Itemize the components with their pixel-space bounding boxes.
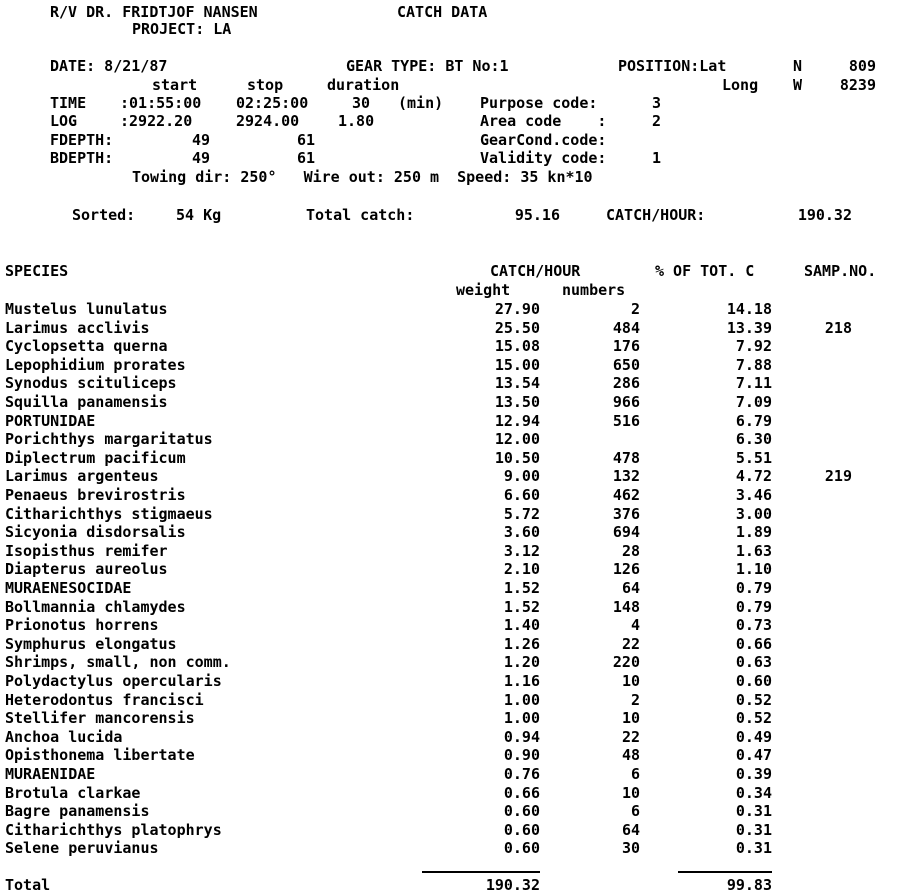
species-name: Penaeus brevirostris: [5, 486, 186, 504]
species-name: Porichthys margaritatus: [5, 430, 213, 448]
numbers-value: 2: [630, 300, 640, 318]
catch-per-hour-value: 190.32: [797, 206, 852, 224]
bdepth-label: BDEPTH:: [50, 149, 114, 167]
numbers-value: 220: [612, 653, 640, 671]
percent-total-rule: [678, 871, 772, 873]
sample-number-value: 219: [824, 467, 852, 485]
species-name: Sicyonia disdorsalis: [5, 523, 186, 541]
time-duration: 30: [352, 94, 371, 112]
total-percent: 99.83: [726, 876, 772, 894]
weight-value: 0.90: [503, 746, 540, 764]
percent-value: 7.09: [735, 393, 772, 411]
log-label: LOG: [50, 112, 78, 130]
numbers-value: 484: [612, 319, 640, 337]
species-name: Stellifer mancorensis: [5, 709, 195, 727]
percent-value: 0.52: [735, 709, 772, 727]
numbers-value: 148: [612, 598, 640, 616]
numbers-value: 516: [612, 412, 640, 430]
numbers-value: 376: [612, 505, 640, 523]
numbers-value: 286: [612, 374, 640, 392]
weight-value: 1.16: [503, 672, 540, 690]
species-name: Diapterus aureolus: [5, 560, 168, 578]
numbers-value: 22: [621, 728, 640, 746]
percent-value: 0.31: [735, 802, 772, 820]
species-name: Citharichthys platophrys: [5, 821, 222, 839]
numbers-value: 176: [612, 337, 640, 355]
percent-value: 0.79: [735, 579, 772, 597]
gear-type: GEAR TYPE: BT No:1: [346, 57, 509, 75]
numbers-value: 126: [612, 560, 640, 578]
weight-value: 9.00: [503, 467, 540, 485]
towing-info: Towing dir: 250° Wire out: 250 m Speed: 35 kn*10: [132, 168, 593, 186]
purpose-code-value: 3: [652, 94, 662, 112]
time-label: TIME: [50, 94, 87, 112]
validity-code-label: Validity code:: [480, 149, 607, 167]
species-name: MURAENIDAE: [5, 765, 96, 783]
percent-value: 4.72: [735, 467, 772, 485]
percent-value: 0.39: [735, 765, 772, 783]
numbers-value: 132: [612, 467, 640, 485]
numbers-value: 64: [621, 821, 640, 839]
weight-value: 2.10: [503, 560, 540, 578]
species-name: Bollmannia chlamydes: [5, 598, 186, 616]
column-start-label: start: [152, 76, 198, 94]
longitude-direction: W: [793, 76, 803, 94]
percent-value: 13.39: [726, 319, 772, 337]
numbers-value: 10: [621, 784, 640, 802]
time-start: :01:55:00: [120, 94, 202, 112]
percent-total-column-header: % OF TOT. C: [655, 262, 755, 280]
species-column-header: SPECIES: [5, 262, 69, 280]
position-latitude-label: POSITION:Lat: [618, 57, 727, 75]
numbers-value: 966: [612, 393, 640, 411]
total-label: Total: [5, 876, 51, 894]
numbers-value: 64: [621, 579, 640, 597]
fdepth-start: 49: [191, 131, 210, 149]
weight-value: 12.00: [494, 430, 540, 448]
latitude-direction: N: [793, 57, 803, 75]
percent-value: 0.60: [735, 672, 772, 690]
percent-value: 0.34: [735, 784, 772, 802]
longitude-value: 8239: [839, 76, 876, 94]
percent-value: 5.51: [735, 449, 772, 467]
percent-value: 0.73: [735, 616, 772, 634]
time-unit: (min): [398, 94, 444, 112]
weight-value: 12.94: [494, 412, 540, 430]
species-name: Squilla panamensis: [5, 393, 168, 411]
percent-value: 0.47: [735, 746, 772, 764]
species-name: Lepophidium prorates: [5, 356, 186, 374]
catch-per-hour-column-header: CATCH/HOUR: [490, 262, 581, 280]
numbers-value: 694: [612, 523, 640, 541]
numbers-value: 462: [612, 486, 640, 504]
fdepth-stop: 61: [296, 131, 315, 149]
weight-value: 3.12: [503, 542, 540, 560]
percent-value: 7.92: [735, 337, 772, 355]
species-name: Brotula clarkae: [5, 784, 141, 802]
weight-total-rule: [422, 871, 540, 873]
percent-value: 0.63: [735, 653, 772, 671]
weight-value: 13.54: [494, 374, 540, 392]
weight-value: 1.52: [503, 598, 540, 616]
numbers-value: 4: [630, 616, 640, 634]
weight-value: 5.72: [503, 505, 540, 523]
area-code-label: Area code :: [480, 112, 607, 130]
weight-value: 6.60: [503, 486, 540, 504]
weight-value: 27.90: [494, 300, 540, 318]
percent-value: 0.31: [735, 839, 772, 857]
fdepth-label: FDEPTH:: [50, 131, 114, 149]
latitude-value: 809: [848, 57, 876, 75]
species-name: Bagre panamensis: [5, 802, 150, 820]
weight-value: 1.00: [503, 709, 540, 727]
percent-value: 1.89: [735, 523, 772, 541]
vessel-name: R/V DR. FRIDTJOF NANSEN: [50, 3, 258, 21]
numbers-value: 10: [621, 709, 640, 727]
weight-value: 0.60: [503, 802, 540, 820]
weight-value: 1.52: [503, 579, 540, 597]
species-name: Heterodontus francisci: [5, 691, 204, 709]
percent-value: 3.00: [735, 505, 772, 523]
catch-per-hour-label: CATCH/HOUR:: [606, 206, 706, 224]
weight-value: 13.50: [494, 393, 540, 411]
weight-value: 1.26: [503, 635, 540, 653]
weight-value: 15.00: [494, 356, 540, 374]
species-name: MURAENESOCIDAE: [5, 579, 132, 597]
percent-value: 0.66: [735, 635, 772, 653]
sample-number-column-header: SAMP.NO.: [804, 262, 877, 280]
percent-value: 0.31: [735, 821, 772, 839]
weight-value: 0.66: [503, 784, 540, 802]
species-name: Isopisthus remifer: [5, 542, 168, 560]
species-name: Mustelus lunulatus: [5, 300, 168, 318]
numbers-value: 10: [621, 672, 640, 690]
species-name: Synodus scituliceps: [5, 374, 177, 392]
species-name: Selene peruvianus: [5, 839, 159, 857]
weight-value: 1.40: [503, 616, 540, 634]
percent-value: 1.10: [735, 560, 772, 578]
species-name: Prionotus horrens: [5, 616, 159, 634]
log-stop: 2924.00: [236, 112, 300, 130]
weight-value: 0.76: [503, 765, 540, 783]
numbers-value: 48: [621, 746, 640, 764]
numbers-value: 650: [612, 356, 640, 374]
percent-value: 14.18: [726, 300, 772, 318]
species-name: Polydactylus opercularis: [5, 672, 222, 690]
weight-value: 1.20: [503, 653, 540, 671]
percent-value: 0.52: [735, 691, 772, 709]
weight-value: 25.50: [494, 319, 540, 337]
weight-value: 0.60: [503, 821, 540, 839]
species-name: Larimus argenteus: [5, 467, 159, 485]
sorted-label: Sorted:: [72, 206, 136, 224]
percent-value: 6.30: [735, 430, 772, 448]
weight-value: 3.60: [503, 523, 540, 541]
bdepth-stop: 61: [296, 149, 315, 167]
species-name: Opisthonema libertate: [5, 746, 195, 764]
species-name: Cyclopsetta querna: [5, 337, 168, 355]
percent-value: 0.49: [735, 728, 772, 746]
weight-column-header: weight: [456, 281, 511, 299]
bdepth-start: 49: [191, 149, 210, 167]
weight-value: 1.00: [503, 691, 540, 709]
numbers-value: 478: [612, 449, 640, 467]
validity-code-value: 1: [652, 149, 662, 167]
species-name: Larimus acclivis: [5, 319, 150, 337]
sample-number-value: 218: [824, 319, 852, 337]
numbers-value: 30: [621, 839, 640, 857]
purpose-code-label: Purpose code:: [480, 94, 598, 112]
cruise-date: DATE: 8/21/87: [50, 57, 168, 75]
weight-value: 15.08: [494, 337, 540, 355]
species-name: Symphurus elongatus: [5, 635, 177, 653]
numbers-value: 2: [630, 691, 640, 709]
area-code-value: 2: [652, 112, 662, 130]
species-name: PORTUNIDAE: [5, 412, 96, 430]
species-name: Shrimps, small, non comm.: [5, 653, 231, 671]
column-duration-label: duration: [327, 76, 400, 94]
percent-value: 7.11: [735, 374, 772, 392]
total-catch-label: Total catch:: [306, 206, 415, 224]
time-stop: 02:25:00: [236, 94, 309, 112]
species-name: Anchoa lucida: [5, 728, 123, 746]
numbers-value: 6: [630, 802, 640, 820]
numbers-value: 22: [621, 635, 640, 653]
document-title: CATCH DATA: [397, 3, 488, 21]
percent-value: 7.88: [735, 356, 772, 374]
column-stop-label: stop: [247, 76, 284, 94]
numbers-value: 6: [630, 765, 640, 783]
position-longitude-label: Long: [722, 76, 759, 94]
species-name: Diplectrum pacificum: [5, 449, 186, 467]
total-catch-value: 95.16: [514, 206, 560, 224]
species-name: Citharichthys stigmaeus: [5, 505, 213, 523]
gearcond-code-label: GearCond.code:: [480, 131, 607, 149]
log-duration: 1.80: [338, 112, 375, 130]
weight-value: 0.60: [503, 839, 540, 857]
log-start: :2922.20: [120, 112, 193, 130]
numbers-column-header: numbers: [562, 281, 626, 299]
percent-value: 1.63: [735, 542, 772, 560]
sorted-value: 54 Kg: [176, 206, 222, 224]
percent-value: 6.79: [735, 412, 772, 430]
numbers-value: 28: [621, 542, 640, 560]
percent-value: 3.46: [735, 486, 772, 504]
total-weight: 190.32: [485, 876, 540, 894]
weight-value: 10.50: [494, 449, 540, 467]
weight-value: 0.94: [503, 728, 540, 746]
percent-value: 0.79: [735, 598, 772, 616]
project-code: PROJECT: LA: [132, 20, 232, 38]
